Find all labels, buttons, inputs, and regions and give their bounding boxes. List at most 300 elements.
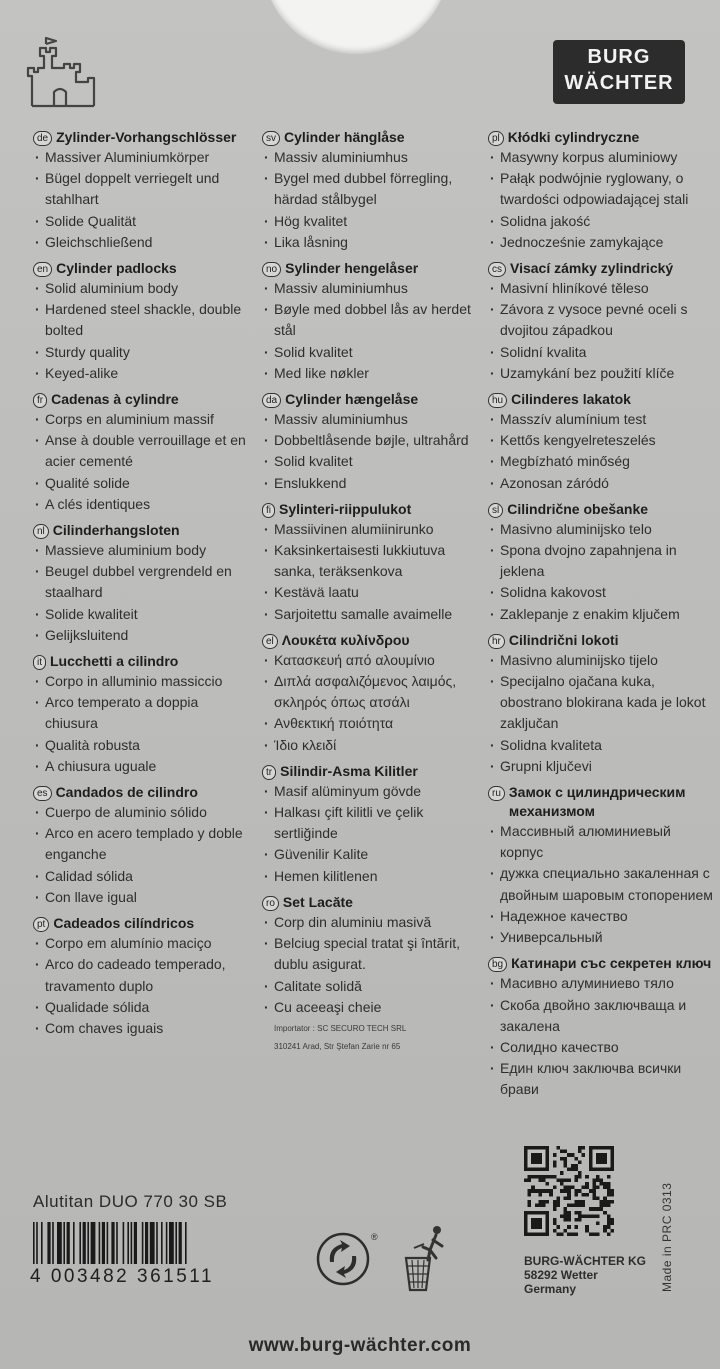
qr-finder (531, 1218, 542, 1229)
feature-item: · Dobbeltlåsende bøjle, ultrahård (264, 430, 484, 451)
qr-module (574, 1168, 578, 1172)
language-column-1 (33, 128, 253, 1045)
language-code-badge: ru (488, 786, 505, 801)
green-dot-recycle-icon (316, 1232, 370, 1286)
qr-module (556, 1204, 560, 1208)
language-code-badge: hr (488, 634, 505, 649)
qr-module (574, 1211, 578, 1215)
made-in-label: Made in PRC 0313 (660, 1182, 674, 1292)
section-title: Cadenas à cylindre (51, 391, 179, 408)
qr-module (582, 1146, 586, 1150)
qr-module (556, 1178, 560, 1182)
castle-icon (24, 36, 100, 108)
barcode-bar (161, 1222, 163, 1264)
section-heading (488, 500, 716, 519)
barcode-bar (156, 1222, 158, 1264)
feature-item: · Calidad sólida (35, 866, 253, 887)
qr-module (564, 1211, 568, 1215)
qr-module (596, 1175, 600, 1179)
section-title: Sylinder hengelåser (285, 260, 419, 277)
qr-module (560, 1214, 564, 1218)
feature-item: · Massieve aluminium body (35, 540, 253, 561)
feature-item: · Enslukkend (264, 473, 484, 494)
feature-list (488, 650, 716, 777)
qr-module (567, 1214, 571, 1218)
barcode-bar (41, 1222, 43, 1264)
qr-module (603, 1196, 607, 1200)
qr-module (564, 1189, 568, 1193)
language-section-pt (33, 914, 253, 1039)
feature-item: · Com chaves iguais (35, 1018, 253, 1039)
qr-module (571, 1232, 575, 1236)
language-code-badge: hu (488, 393, 507, 408)
feature-item: · Massiv aluminiumhus (264, 147, 484, 168)
qr-module (524, 1178, 528, 1182)
hang-hole (262, 0, 450, 54)
feature-list (33, 933, 253, 1039)
qr-module (603, 1204, 607, 1208)
product-name: Alutitan DUO 770 30 SB (33, 1192, 228, 1211)
qr-module (571, 1164, 575, 1168)
language-section-es (33, 783, 253, 908)
qr-module (603, 1229, 607, 1233)
feature-item: · Masivno aluminijsko telo (490, 519, 716, 540)
qr-module (571, 1153, 575, 1157)
barcode-bar (63, 1222, 65, 1264)
feature-item: · Bøyle med dobbel lås av herdet stål (264, 299, 484, 341)
language-column-3 (488, 128, 716, 1107)
language-section-ru (488, 783, 716, 948)
barcode-bar (134, 1222, 137, 1264)
section-heading (262, 390, 484, 409)
qr-module (553, 1218, 557, 1222)
qr-module (574, 1157, 578, 1161)
feature-item: · Beugel dubbel vergrendeld en staalhard (35, 561, 253, 603)
language-section-hr (488, 631, 716, 777)
feature-list (262, 912, 484, 1018)
qr-module (549, 1189, 553, 1193)
feature-item: · Kettős kengyelreteszelés (490, 430, 716, 451)
feature-item: · Med like nøkler (264, 363, 484, 384)
feature-list (488, 519, 716, 625)
feature-item: · Corpo em alumínio maciço (35, 933, 253, 954)
qr-module (564, 1196, 568, 1200)
qr-module (556, 1232, 560, 1236)
qr-module (585, 1225, 589, 1229)
qr-module (596, 1186, 600, 1190)
barcode-bar (169, 1222, 174, 1264)
qr-module (592, 1186, 596, 1190)
feature-item: · Kestävä laatu (264, 582, 484, 603)
qr-module (578, 1214, 582, 1218)
qr-module (528, 1189, 532, 1193)
qr-module (528, 1175, 532, 1179)
qr-module (607, 1204, 611, 1208)
importer-line2: 310241 Arad, Str Ştefan Zarie nr 65 (274, 1041, 401, 1051)
feature-item: · Надежное качество (490, 906, 716, 927)
qr-module (596, 1196, 600, 1200)
feature-item: · Masif alüminyum gövde (264, 781, 484, 802)
qr-module (574, 1175, 578, 1179)
qr-module (567, 1178, 571, 1182)
section-title: Zylinder-Vorhangschlösser (56, 129, 237, 145)
qr-module (607, 1189, 611, 1193)
feature-list (262, 650, 484, 756)
feature-item: · Κατασκευή από αλουμίνιο (264, 650, 484, 671)
language-code-badge: ro (262, 896, 279, 911)
feature-item: · дужка специально закаленная с двойным шаровым стопорением (490, 863, 716, 905)
language-section-pl (488, 128, 716, 253)
feature-item: · Grupni ključevi (490, 756, 716, 777)
section-title: Cilindrični lokoti (508, 631, 619, 648)
qr-module (600, 1207, 604, 1211)
section-title: Cilindrične obešanke (507, 500, 649, 517)
qr-module (603, 1225, 607, 1229)
section-heading (488, 783, 716, 821)
qr-module (582, 1186, 586, 1190)
qr-module (553, 1186, 557, 1190)
section-title: Kłódki cylindryczne (507, 129, 640, 145)
qr-module (553, 1175, 557, 1179)
barcode-bar (131, 1222, 133, 1264)
qr-module (553, 1200, 557, 1204)
feature-item: · Bügel doppelt verriegelt und stahlhart (35, 168, 253, 210)
section-heading (262, 893, 484, 912)
qr-module (607, 1193, 611, 1197)
qr-module (600, 1182, 604, 1186)
qr-module (607, 1186, 611, 1190)
qr-module (567, 1218, 571, 1222)
qr-module (546, 1189, 550, 1193)
feature-item: · Cuerpo de aluminio sólido (35, 802, 253, 823)
qr-module (603, 1200, 607, 1204)
feature-item: · Qualité solide (35, 473, 253, 494)
qr-module (546, 1200, 550, 1204)
feature-item: · Arco temperato a doppia chiusura (35, 692, 253, 734)
qr-module (578, 1200, 582, 1204)
section-heading (262, 128, 484, 147)
language-code-badge: bg (488, 957, 507, 972)
barcode-bar (107, 1222, 109, 1264)
qr-module (589, 1232, 593, 1236)
qr-module (596, 1214, 600, 1218)
importer-line1: Importator : SC SECURO TECH SRL (274, 1023, 407, 1033)
qr-module (574, 1189, 578, 1193)
barcode-bar (36, 1222, 38, 1264)
qr-module (574, 1232, 578, 1236)
feature-item: · Солидно качество (490, 1037, 716, 1058)
qr-module (553, 1153, 557, 1157)
qr-module (582, 1193, 586, 1197)
feature-item: · Belciug special tratat şi întărit, dublu asigurat. (264, 933, 484, 975)
feature-item: · Con llave igual (35, 887, 253, 908)
qr-module (600, 1200, 604, 1204)
feature-item: · Masszív alumínium test (490, 409, 716, 430)
qr-module (567, 1204, 571, 1208)
qr-module (592, 1182, 596, 1186)
language-code-badge: fi (262, 503, 275, 518)
feature-item: · Sarjoitettu samalle avaimelle (264, 604, 484, 625)
feature-item: · Masivní hliníkové těleso (490, 278, 716, 299)
qr-module (553, 1160, 557, 1164)
barcode-bar (79, 1222, 81, 1264)
feature-item: · Solidna kvaliteta (490, 735, 716, 756)
qr-module (542, 1189, 546, 1193)
language-code-badge: fr (33, 393, 47, 408)
qr-module (560, 1178, 564, 1182)
feature-item: · Závora z vysoce pevné oceli s dvojitou západkou (490, 299, 716, 341)
qr-module (578, 1171, 582, 1175)
qr-module (553, 1164, 557, 1168)
section-heading (33, 652, 253, 671)
qr-code-icon (524, 1146, 614, 1236)
qr-module (607, 1222, 611, 1226)
qr-module (607, 1218, 611, 1222)
feature-item: · Keyed-alike (35, 363, 253, 384)
language-code-badge: sl (488, 503, 503, 518)
qr-module (560, 1232, 564, 1236)
qr-module (567, 1211, 571, 1215)
qr-module (585, 1193, 589, 1197)
language-section-sl (488, 500, 716, 625)
qr-module (556, 1196, 560, 1200)
language-code-badge: es (33, 786, 52, 801)
qr-module (589, 1214, 593, 1218)
qr-module (556, 1225, 560, 1229)
feature-item: · Sturdy quality (35, 342, 253, 363)
qr-module (528, 1200, 532, 1204)
qr-module (564, 1160, 568, 1164)
qr-finder (531, 1153, 542, 1164)
qr-module (542, 1175, 546, 1179)
feature-item: · Масивно алуминиево тяло (490, 973, 716, 994)
qr-module (585, 1175, 589, 1179)
qr-module (538, 1200, 542, 1204)
barcode-bar (33, 1222, 35, 1264)
section-heading (33, 783, 253, 802)
qr-module (582, 1204, 586, 1208)
qr-module (560, 1171, 564, 1175)
feature-item: · Qualità robusta (35, 735, 253, 756)
language-column-2 (262, 128, 484, 1062)
section-title: Катинари със секретен ключ (511, 955, 712, 972)
qr-module (564, 1214, 568, 1218)
barcode-bar (127, 1222, 129, 1264)
feature-item: · Един ключ заключва всички брави (490, 1058, 716, 1100)
qr-module (596, 1207, 600, 1211)
section-heading (33, 259, 253, 278)
feature-item: · Güvenilir Kalite (264, 844, 484, 865)
qr-module (603, 1186, 607, 1190)
qr-module (567, 1232, 571, 1236)
qr-module (564, 1157, 568, 1161)
feature-item: · Универсальный (490, 927, 716, 948)
qr-module (546, 1182, 550, 1186)
qr-module (592, 1232, 596, 1236)
qr-module (596, 1232, 600, 1236)
feature-list (488, 147, 716, 253)
language-code-badge: sv (262, 131, 280, 146)
qr-module (578, 1146, 582, 1150)
qr-module (592, 1193, 596, 1197)
feature-item: · Arco en acero templado y doble enganche (35, 823, 253, 865)
feature-item: · Cu aceeaşi cheie (264, 997, 484, 1018)
section-title: Λουκέτα κυλίνδρου (281, 631, 410, 648)
qr-module (585, 1214, 589, 1218)
qr-module (610, 1229, 614, 1233)
qr-module (538, 1178, 542, 1182)
language-section-nl (33, 521, 253, 646)
section-heading (33, 914, 253, 933)
language-code-badge: pl (488, 131, 504, 146)
brand-line-2: WÄCHTER (564, 72, 674, 94)
qr-module (564, 1229, 568, 1233)
language-section-sv (262, 128, 484, 253)
feature-item: · Gelijksluitend (35, 625, 253, 646)
qr-module (560, 1189, 564, 1193)
language-code-badge: da (262, 393, 281, 408)
feature-item: · Arco do cadeado temperado, travamento duplo (35, 954, 253, 996)
section-title: Silindir-Asma Kilitler (280, 762, 418, 779)
qr-module (567, 1225, 571, 1229)
qr-module (578, 1160, 582, 1164)
qr-module (567, 1186, 571, 1190)
feature-item: · Bygel med dubbel förregling, härdad stålbygel (264, 168, 484, 210)
qr-module (607, 1182, 611, 1186)
qr-module (553, 1222, 557, 1226)
feature-item: · A chiusura uguale (35, 756, 253, 777)
section-heading (488, 631, 716, 650)
feature-list (262, 781, 484, 887)
barcode-bar (47, 1222, 50, 1264)
feature-item: · Anse à double verrouillage et en acier cementé (35, 430, 253, 472)
section-heading (488, 259, 716, 278)
feature-item: · Hög kvalitet (264, 211, 484, 232)
language-code-badge: it (33, 655, 46, 670)
language-section-bg (488, 954, 716, 1100)
language-section-hu (488, 390, 716, 494)
qr-module (610, 1189, 614, 1193)
qr-module (560, 1157, 564, 1161)
feature-item: · Massiivinen alumiinirunko (264, 519, 484, 540)
qr-module (528, 1178, 532, 1182)
qr-module (592, 1207, 596, 1211)
qr-module (574, 1204, 578, 1208)
qr-module (549, 1175, 553, 1179)
language-code-badge: en (33, 262, 52, 277)
language-code-badge: de (33, 131, 52, 146)
feature-list (262, 278, 484, 384)
manufacturer-address (524, 1254, 646, 1296)
section-title: Cylinder hänglåse (284, 129, 405, 145)
qr-module (535, 1175, 539, 1179)
qr-module (564, 1218, 568, 1222)
barcode-bar (142, 1222, 144, 1264)
barcode-bar (185, 1222, 187, 1264)
qr-module (571, 1168, 575, 1172)
feature-item: · Gleichschließend (35, 232, 253, 253)
section-heading (488, 128, 716, 147)
section-heading (488, 390, 716, 409)
qr-module (542, 1178, 546, 1182)
section-title: Sylinteri-riippulukot (279, 500, 412, 517)
feature-item: · Calitate solidă (264, 976, 484, 997)
qr-module (585, 1229, 589, 1233)
qr-module (556, 1146, 560, 1150)
language-section-el (262, 631, 484, 756)
feature-item: · Corps en aluminium massif (35, 409, 253, 430)
website-link[interactable]: www.burg-wächter.com (248, 1335, 472, 1356)
qr-module (578, 1189, 582, 1193)
barcode-bar (99, 1222, 101, 1264)
feature-item: · A clés identiques (35, 494, 253, 515)
qr-module (549, 1193, 553, 1197)
feature-item: · Solid aluminium body (35, 278, 253, 299)
qr-module (592, 1214, 596, 1218)
qr-module (600, 1178, 604, 1182)
language-code-badge: cs (488, 262, 506, 277)
section-heading (488, 954, 716, 973)
qr-module (610, 1222, 614, 1226)
section-title: Cylinder hængelåse (285, 391, 419, 408)
feature-item: · Masivno aluminijsko tijelo (490, 650, 716, 671)
barcode-bar (52, 1222, 54, 1264)
language-code-badge: tr (262, 765, 276, 780)
ean-number: 4 003482 361511 (30, 1266, 215, 1287)
section-heading (33, 128, 253, 147)
address-line-2: 58292 Wetter (524, 1268, 598, 1282)
qr-module (571, 1186, 575, 1190)
qr-module (596, 1222, 600, 1226)
feature-list (488, 409, 716, 494)
qr-module (574, 1193, 578, 1197)
feature-item: · Διπλά ασφαλιζόμενος λαιμός, σκληρός όπως ατσάλι (264, 671, 484, 713)
qr-module (582, 1200, 586, 1204)
section-heading (33, 521, 253, 540)
language-code-badge: nl (33, 524, 49, 539)
qr-module (560, 1150, 564, 1154)
qr-module (556, 1200, 560, 1204)
feature-item: · Solidna jakość (490, 211, 716, 232)
qr-module (564, 1178, 568, 1182)
section-title: Set Lacăte (282, 893, 353, 910)
qr-module (564, 1186, 568, 1190)
qr-module (542, 1200, 546, 1204)
feature-item: · Hardened steel shackle, double bolted (35, 299, 253, 341)
feature-list (33, 540, 253, 646)
barcode-bar (91, 1222, 96, 1264)
qr-module (567, 1168, 571, 1172)
qr-module (589, 1189, 593, 1193)
feature-item: · Masywny korpus aluminiowy (490, 147, 716, 168)
qr-module (538, 1204, 542, 1208)
section-heading (262, 762, 484, 781)
feature-list (33, 671, 253, 777)
barcode-bar (166, 1222, 168, 1264)
feature-item: · Qualidade sólida (35, 997, 253, 1018)
barcode-bar (67, 1222, 70, 1264)
qr-module (582, 1214, 586, 1218)
qr-module (578, 1218, 582, 1222)
qr-module (610, 1193, 614, 1197)
language-section-cs (488, 259, 716, 384)
feature-list (33, 802, 253, 908)
qr-module (574, 1178, 578, 1182)
language-section-en (33, 259, 253, 384)
qr-module (528, 1204, 532, 1208)
qr-module (582, 1153, 586, 1157)
qr-module (531, 1175, 535, 1179)
